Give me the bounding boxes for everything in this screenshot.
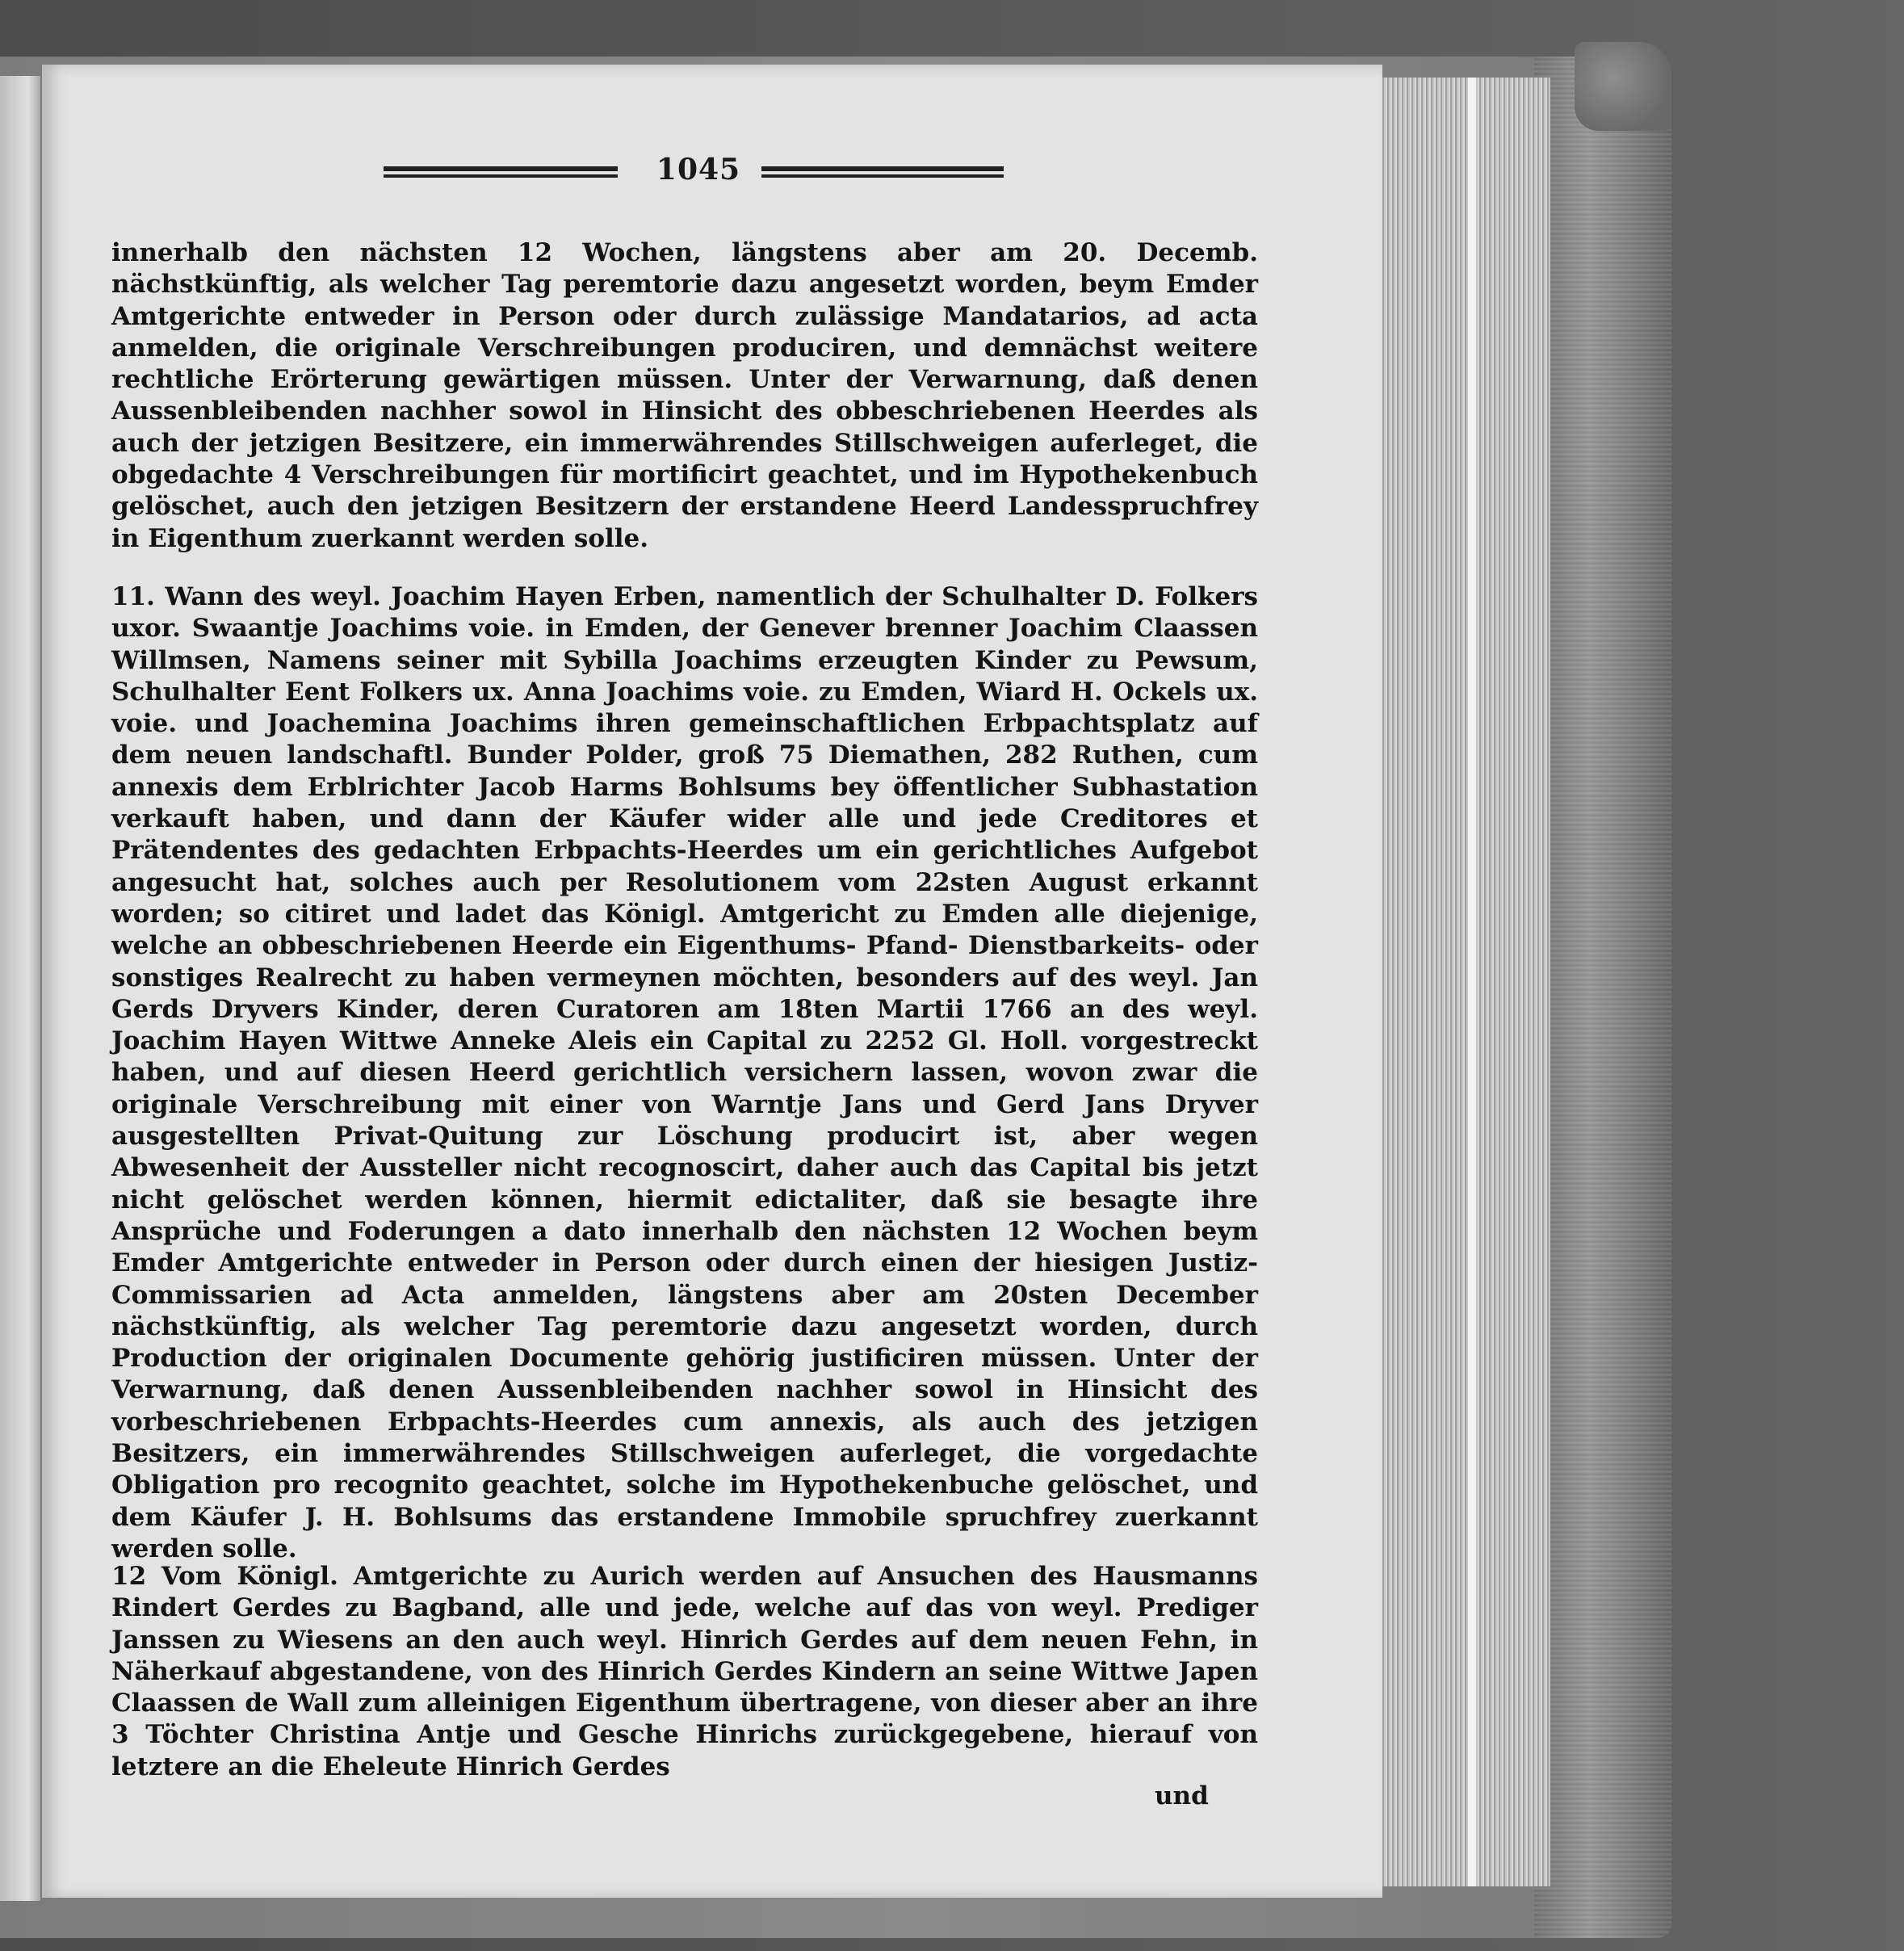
paragraph-1: innerhalb den nächsten 12 Wochen, längstens aber am 20. Decemb. nächstkünftig, als welcher Tag peremtorie dazu angesetzt worden, beym Emder Amtgerichte entweder in Person oder durch zulässige Mandatarios, ad acta anmelden, die originale Verschreibungen produciren, und demnächst weitere rechtliche Erörterung gewärtigen müssen. Unter der Verwarnung, daß denen Aussenbleibenden nachher sowol in Hinsicht des obbeschriebenen Heerdes als auch der jetzigen Besitzere, ein immerwährendes Stillschweigen auferleget, die obgedachte 4 Verschreibungen für mortificirt geachtet, und im Hypothekenbuch gelöschet, auch den jetzigen Besitzern der erstandene Heerd Landesspruchfrey in Eigenthum zuerkannt werden solle. [111,238,1258,553]
page-stack-edge [1381,78,1550,1886]
page-header [384,153,1005,190]
cover-edge [1534,57,1671,1938]
page-number: 1045 [656,153,741,187]
page-gap [1468,78,1476,1886]
left-page-edge [0,76,40,1901]
header-rule-right [761,166,1004,178]
paragraph-3: 12 Vom Königl. Amtgerichte zu Aurich werden auf Ansuchen des Hausmanns Rindert Gerdes zu Bagband, alle und jede, welche auf das von weyl. Prediger Janssen zu Wiesens an den auch weyl. Hinrich Gerdes auf dem neuen Fehn, in Näherkauf abgestandene, von des Hinrich Gerdes Kindern an seine Wittwe Japen Claassen de Wall zum alleinigen Eigenthum übertragene, von dieser aber an ihre 3 Töchter Christina Antje und Gesche Hinrichs zurückgegebene, hierauf von letztere an die Eheleute Hinrich Gerdes [111,1562,1258,1781]
header-rule-left [384,166,618,178]
paragraph-2: 11. Wann des weyl. Joachim Hayen Erben, namentlich der Schulhalter D. Folkers uxor. Swaantje Joachims voie. in Emden, der Genever brenner Joachim Claassen Willmsen, Namens seiner mit Sybilla Joachims erzeugten Kinder zu Pewsum, Schulhalter Eent Folkers ux. Anna Joachims voie. zu Emden, Wiard H. Ockels ux. voie. und Joachemina Joachims ihren gemeinschaftlichen Erbpachtsplatz auf dem neuen landschaftl. Bunder Polder, groß 75 Diemathen, 282 Ruthen, cum annexis dem Erblrichter Jacob Harms Bohlsums bey öffentlicher Subhastation verkauft haben, und dann der Käufer wider alle und jede Creditores et Prätendentes des gedachten Erbpachts-Heerdes um ein gerichtliches Aufgebot angesucht hat, solches auch per Resolutionem vom 22sten August erkannt worden; so citiret und ladet das Königl. Amtgericht zu Emden alle diejenige, welche an obbeschriebenen Heerde ein Eigenthums- Pfand- Dienstbarkeits- oder sonstiges Realrecht zu haben vermeynen möchten, besonders auf des weyl. Jan Gerds Dryvers Kinder, deren Curatoren am 18ten Martii 1766 an des weyl. Joachim Hayen Wittwe Anneke Aleis ein Capital zu 2252 Gl. Holl. vorgestreckt haben, und auf diesen Heerd gerichtlich versichern lassen, wovon zwar die originale Verschreibung mit einer von Warntje Jans und Gerd Jans Dryver ausgestellten Privat-Quitung zur Löschung producirt ist, aber wegen Abwesenheit der Aussteller nicht recognoscirt, daher auch das Capital bis jetzt nicht gelöschet werden können, hiermit edictaliter, daß sie besagte ihre Ansprüche und Foderungen a dato innerhalb den nächsten 12 Wochen beym Emder Amtgerichte entweder in Person oder durch einen der hiesigen Justiz-Commissarien ad Acta anmelden, längstens aber am 20sten December nächstkünftig, als welcher Tag peremtorie dazu angesetzt worden, durch Production der originalen Documente gehörig justificiren müssen. Unter der Verwarnung, daß denen Aussenbleibenden nachher sowol in Hinsicht des vorbeschriebenen Erbpachts-Heerdes cum annexis, als auch des jetzigen Besitzers, ein immerwährendes Stillschweigen auferleget, die vorgedachte Obligation pro recognito geachtet, solche im Hypothekenbuche gelöschet, und dem Käufer J. H. Bohlsums das erstandene Immobile spruchfrey zuerkannt werden solle. [111,582,1258,1563]
worn-corner [1575,42,1671,131]
catchword: und [1155,1781,1209,1810]
